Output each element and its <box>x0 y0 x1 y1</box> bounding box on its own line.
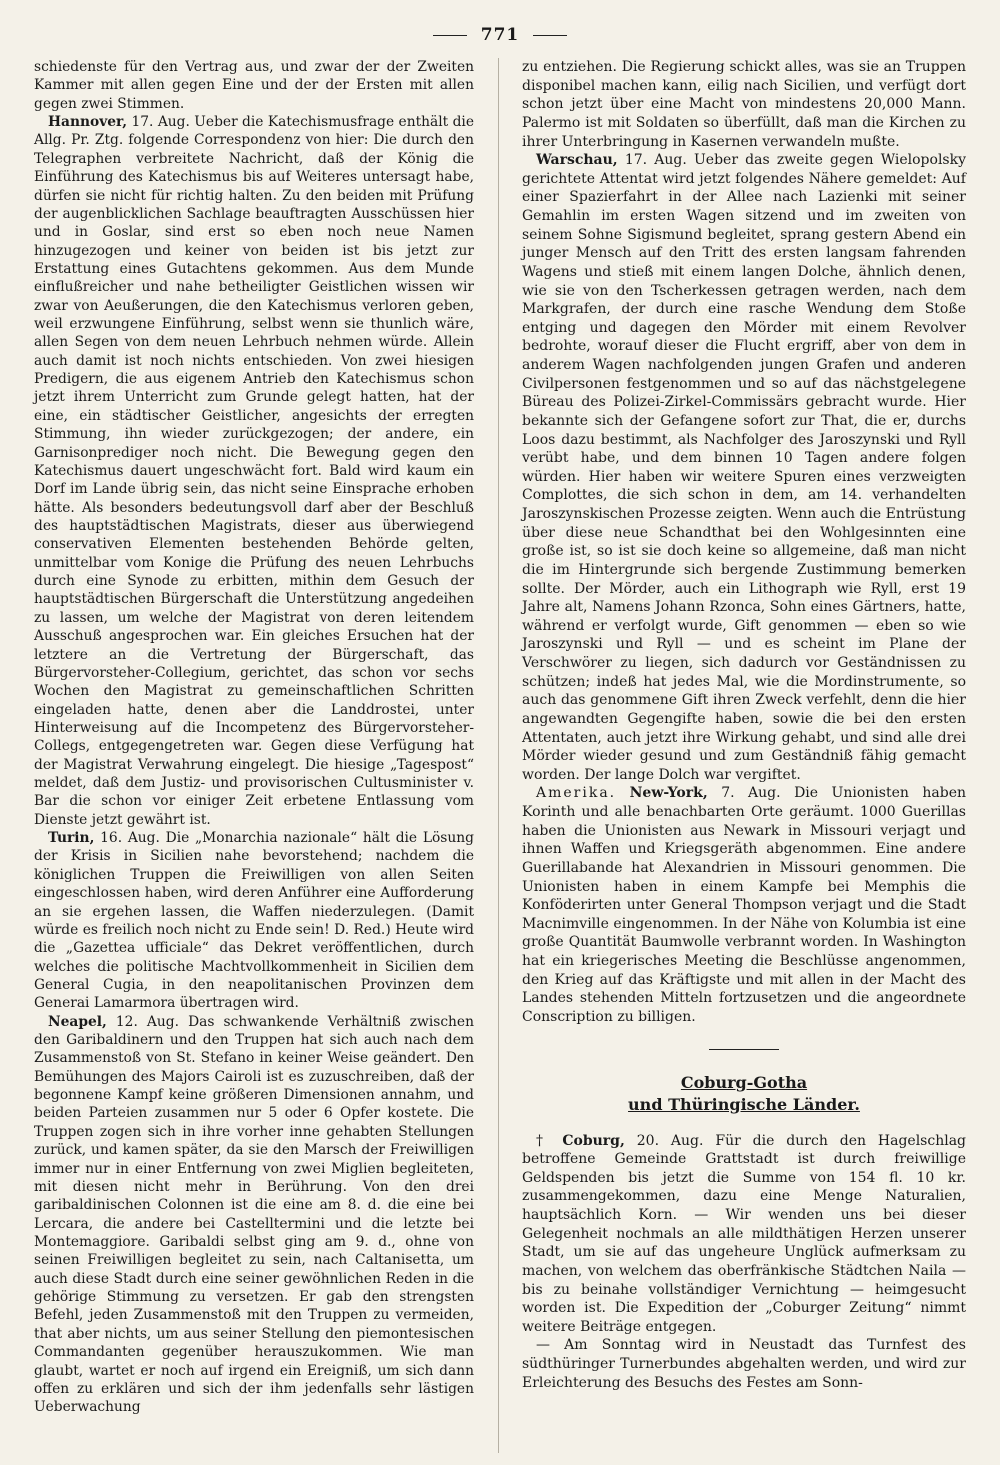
dateline-place: New-York, <box>629 785 708 802</box>
dagger-mark: † <box>536 1132 563 1149</box>
column-divider <box>498 58 499 1453</box>
section-subtitle: und Thüringische Länder. <box>628 1094 860 1114</box>
article-neustadt: — Am Sonntag wird in Neustadt das Turnfest des südthüringer Turnerbundes abgehalten werden, und wird zur Erleichterung des Besuchs des Festes am Sonn- <box>522 1337 966 1391</box>
article-turin <box>34 829 474 1013</box>
section-title: Coburg-Gotha <box>680 1072 808 1092</box>
left-column <box>34 58 474 1417</box>
section-rule <box>709 1049 779 1050</box>
dateline-place: Neapel, <box>48 1013 107 1030</box>
dateline-place: Turin, <box>48 830 95 847</box>
article-text: 7. Aug. Die Unionisten haben Korinth und alle benachbarten Orte geräumt. 1000 Guerillas haben die Unionisten aus Newark in Missouri verjagt und ihnen Waffen und Kriegsgeräth abgenommen. Eine andere Guerillabande hat Alexandrien in Missouri genommen. Die Unionisten haben in einem Kampfe bei Memphis die Konföderirten unter General Thompson verjagt und die Stadt Macnimville eingenommen. In der Nähe von Kolumbia ist eine große Quantität Baumwolle verbrannt worden. In Washington hat ein kriegerisches Meeting die Beschlüsse angenommen, den Krieg auf das Kräftigste und mit allen in der Macht des Landes stehenden Mitteln fortzusetzen und die angeordnete Conscription zu billigen. <box>522 785 967 1025</box>
article-coburg <box>522 1132 966 1337</box>
article-text: 16. Aug. Die „Monarchia nazionale“ hält die Lösung der Krisis in Sicilien nahe bevorstehend; nachdem die königlichen Truppen die Freiwilligen von allen Seiten eingeschlossen haben, wird deren Anführer eine Aufforderung an sie ergehen lassen, die Waffen niederzulegen. (Damit würde es freilich noch nicht zu Ende sein! D. Red.) Heute wird die „Gazettea ufficiale“ das Dekret veröffentlichen, durch welches die politische Machtvollkommenheit in Sicilien dem General Cugia, in den neapolitanischen Provinzen dem Generai Lamarmora übertragen wird. <box>34 830 474 1012</box>
article-hannover <box>34 113 474 829</box>
article-continuation: schiedenste für den Vertrag aus, und zwar der der Zweiten Kammer mit allen gegen Eine und der der Ersten mit allen gegen zwei Stimmen. <box>34 59 474 112</box>
article-continuation: zu entziehen. Die Regierung schickt alles, was sie an Truppen disponibel machen kann, eilig nach Sicilien, und verfügt dort schon jetzt über eine Macht von mindestens 20,000 Mann. Palermo ist mit Soldaten so überfüllt, daß man die Kirchen zu ihrer Unterbringung in Kasernen verwandeln mußte. <box>522 59 966 150</box>
article-warschau <box>522 151 966 784</box>
dateline-place: Hannover, <box>48 114 128 131</box>
right-column <box>522 58 966 1392</box>
article-text: 17. Aug. Ueber das zweite gegen Wielopolsky gerichtete Attentat wird jetzt folgendes Nähere gemeldet: Auf einer Spazierfahrt in der Allee nach Lazienki mit seiner Gemahlin im ersten Wagen sitzend und im zweiten von seinem Sohne Sigismund begleitet, sprang gestern Abend ein junger Mensch auf den Tritt des ersten langsam fahrenden Wagens und stieß mit einem langen Dolche, ähnlich denen, wie sie von den Tscherkessen getragen werden, nach dem Markgrafen, der durch eine rasche Wendung dem Stoße entging und dagegen den Mörder mit einem Revolver bedrohte, worauf dieser die Flucht ergriff, aber von dem in anderem Wagen nachfolgenden jungen Grafen und anderen Civilpersonen festgenommen und so auf das nächstgelegene Büreau des Polizei-Zirkel-Commissärs gebracht wurde. Hier bekannte sich der Gefangene sofort zur That, die er, durchs Loos dazu bestimmt, als Nachfolger des Jaroszynski und Ryll verübt habe, und dem binnen 10 Tagen andere folgen würden. Hier haben wir weitere Spuren eines verzweigten Complottes, die sich schon in dem, am 14. verhandelten Jaroszynskischen Prozesse zeigten. Wenn auch die Entrüstung über diese neue Schandthat bei den Wohlgesinnten eine große ist, so ist sie doch keine so allgemeine, daß man nicht die im Hintergrunde sich bergende Zustimmung bemerken sollte. Der Mörder, auch ein Lithograph wie Ryll, erst 19 Jahre alt, Namens Johann Rzonca, Sohn eines Gärtners, hatte, während er verfolgt wurde, Gift genommen — eben so wie Jaroszynski und Ryll — und es scheint im Plane der Verschwörer zu liegen, sich dadurch vor Geständnissen zu schützen; indeß hat jedes Mal, wie die Mordinstrumente, so auch das genommene Gift ihren Zweck verfehlt, denn die hier angewandten Gegengifte haben, sowie die bei den ersten Attentaten, auch jetzt ihre Wirkung gehabt, und sind alle drei Mörder wieder gesund und zum Geständniß fähig gemacht worden. Der lange Dolch war vergiftet. <box>522 152 966 783</box>
article-new-york <box>522 784 966 1026</box>
header-rule-left <box>433 35 467 36</box>
page-header <box>0 20 1000 50</box>
region-label: Amerika. <box>536 785 617 802</box>
dateline-place: Coburg, <box>562 1132 625 1149</box>
article-text: 17. Aug. Ueber die Katechismusfrage enthält die Allg. Pr. Ztg. folgende Correspondenz von hier: Die durch den Telegraphen verbreitete Nachricht, daß der König die Einführung des Katechismus bis auf Weiteres untersagt habe, dürfen sie nicht für richtig halten. Zu den beiden mit Prüfung der augenblicklichen Sachlage beauftragten Ausschüssen hier und in Goslar, sind erst so eben noch neue Namen hinzugezogen und keiner von beiden ist bis jetzt zur Erstattung eines Gutachtens gekommen. Aus dem Munde einflußreicher und nahe betheiligter Geistlichen wissen wir zwar von Aeußerungen, die den Katechismus verloren geben, weil erzwungene Einführung, selbst wenn sie thunlich wäre, allen Segen von dem neuen Lehrbuch nehmen würde. Allein auch damit ist noch nichts entschieden. Von zwei hiesigen Predigern, die aus eigenem Antrieb den Katechismus schon jetzt ihrem Unterricht zum Grunde gelegt hatten, hat der eine, ein städtischer Geistlicher, angesichts der erregten Stimmung, ihn wieder zurückgezogen; der andere, ein Garnisonprediger noch nicht. Die Bewegung gegen den Katechismus dauert ungeschwächt fort. Bald wird kaum ein Dorf im Lande übrig sein, das nicht seine Einsprache erhoben hätte. Als besonders bedeutungsvoll darf aber der Beschluß des hauptstädtischen Magistrats, dieser aus überwiegend conservativen Elementen bestehenden Behörde gelten, unmittelbar vom Konige die Prüfung des neuen Lehrbuchs durch eine Synode zu erbitten, mithin dem Gesuch der hauptstädtischen Bürgerschaft die Unterstützung angedeihen zu lassen, um welche der Magistrat von deren leitendem Ausschuß angesprochen war. Ein gleiches Ersuchen hat der letztere an die Vertretung der Bürgerschaft, das Bürgervorsteher-Collegium, gerichtet, das schon vor sechs Wochen den Magistrat zu gemeinschaftlichen Schritten eingeladen hatte, denen aber die Landdrostei, unter Hinterweisung auf die Incompetenz des Bürgervorsteher-Collegs, entgegengetreten war. Gegen diese Verfügung hat der Magistrat Verwahrung eingelegt. Die hiesige „Tagespost“ meldet, daß dem Justiz- und provisorischen Cultusminister v. Bar die schon vor einiger Zeit erbetene Entlassung vom Dienste jetzt gewährt ist. <box>34 114 475 828</box>
page-number: 771 <box>480 25 520 45</box>
dateline-place: Warschau, <box>536 152 618 169</box>
article-text: 20. Aug. Für die durch den Hagelschlag betroffene Gemeinde Grattstadt ist durch freiwillige Geldspenden bis jetzt die Summe von 154 fl. 10 kr. zusammengekommen, dazu eine Menge Naturalien, hauptsächlich Korn. — Wir wenden uns bei dieser Gelegenheit nochmals an alle mildthätigen Herzen unserer Stadt, um sie auf das ungeheure Unglück aufmerksam zu machen, von welchem das oberfränkische Städtchen Naila — bis zu beinahe vollständiger Vernichtung — heimgesucht worden ist. Die Expedition der „Coburger Zeitung“ nimmt weitere Beiträge entgegen. <box>522 1132 966 1335</box>
article-text: 12. Aug. Das schwankende Verhältniß zwischen den Garibaldinern und den Truppen hat sich auch nach dem Zusammenstoß von St. Stefano in keiner Weise geändert. Den Bemühungen des Majors Cairoli ist es zuzuschreiben, daß der begonnene Kampf keine größeren Dimensionen annahm, und beiden Parteien zusammen nur 5 oder 6 Opfer kostete. Die Truppen zogen sich in ihre vorher inne gehabten Stellungen zurück, und kamen später, da sie den Marsch der Freiwilligen immer nur in einer Entfernung von zwei Miglien begleiteten, mit diesen nicht mehr in Berührung. Von den drei garibaldinischen Colonnen ist die eine am 8. d. die eine bei Lercara, die andere bei Castelltermini und die letzte bei Montemaggiore. Garibaldi selbst ging am 9. d., ohne von seinen Freiwilligen begleitet zu sein, nach Caltanisetta, um auch diese Stadt durch eine seiner gewöhnlichen Reden in die gehörige Stimmung zu versetzen. Er gab den strengsten Befehl, jeden Zusammenstoß mit den Truppen zu vermeiden, that aber nichts, um aus seiner Stellung den piemontesischen Commandanten gegenüber herauszukommen. Wie man glaubt, wartet er noch auf irgend ein Ereigniß, um sich dann offen zu erklären und sich der ihm jedenfalls sehr lästigen Ueberwachung <box>34 1013 474 1416</box>
article-neapel <box>34 1013 474 1417</box>
header-rule-right <box>533 35 567 36</box>
